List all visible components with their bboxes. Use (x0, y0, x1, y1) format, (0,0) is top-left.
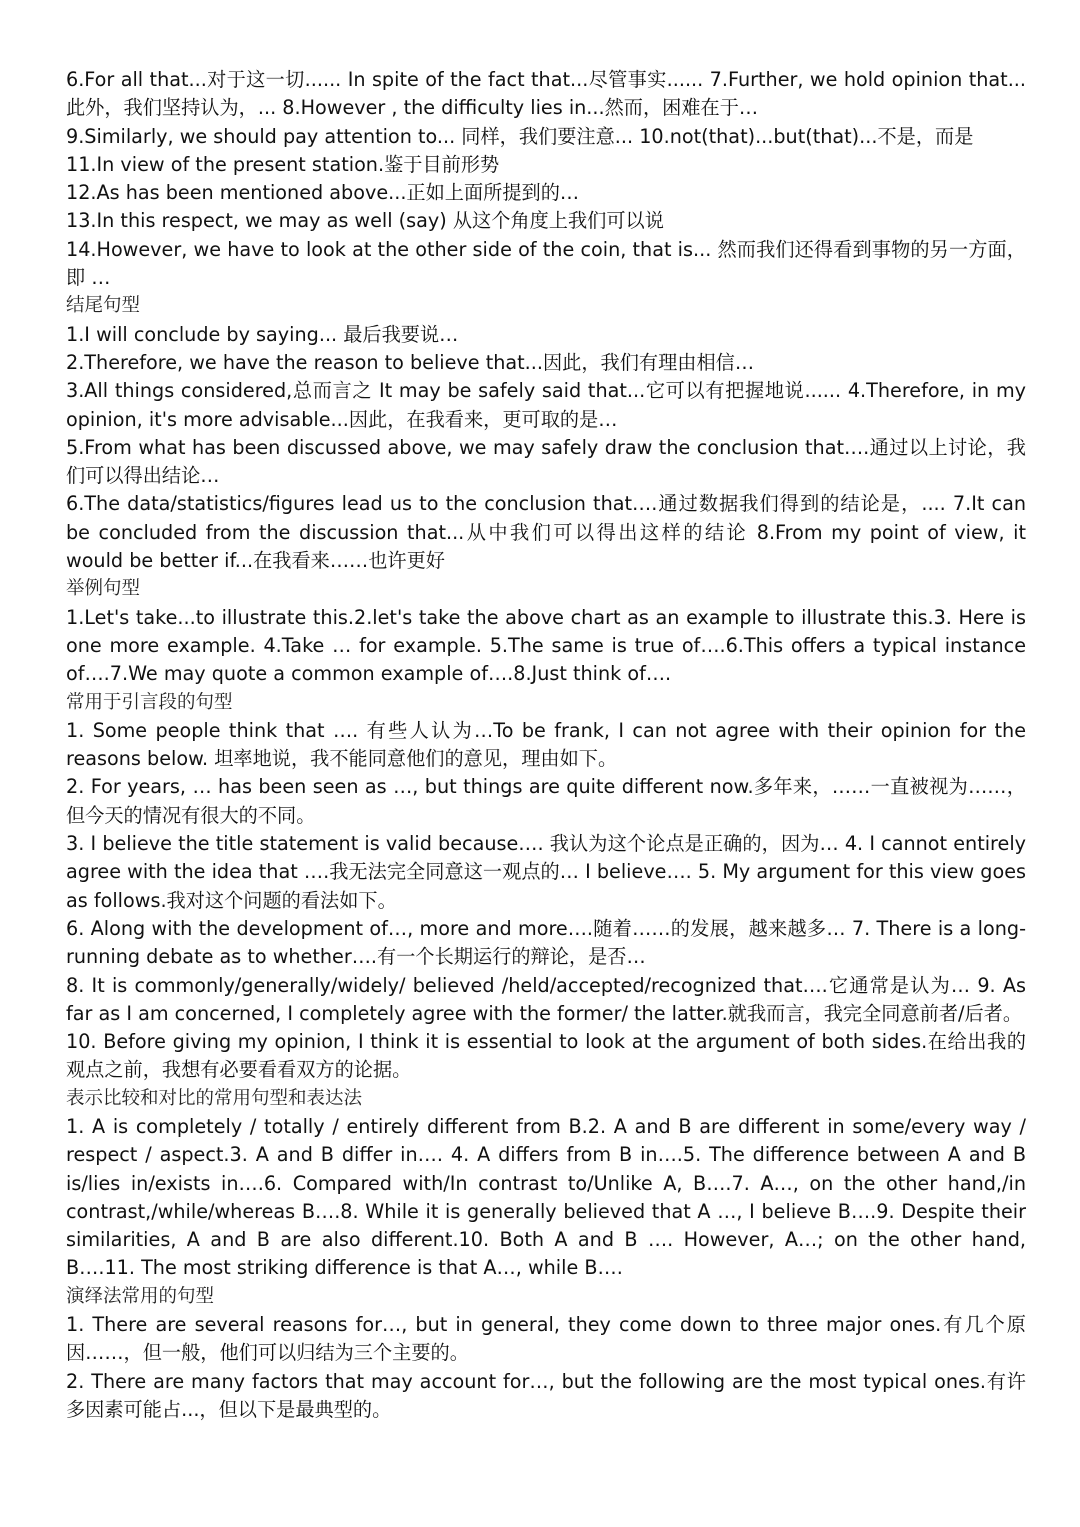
text-paragraph: 6.For all that...对于这一切...... In spite of the fact that...尽管事实...... 7.Further, we hold opinion that... 此外，我们坚持认为，... 8.However , the difficulty lies in...然而，困难在于… (66, 68, 1026, 120)
section-heading: 常用于引言段的句型 (66, 691, 233, 713)
text-paragraph: 3.All things considered,总而言之 It may be safely said that...它可以有把握地说...... 4.Therefore, in my opinion, it's more advisable...因此，在我看来，更可取的是… (66, 379, 1026, 431)
text-paragraph: 2. There are many factors that may account for…, but the following are the most typical ones.有许多因素可能占...，但以下是最典型的。 (66, 1369, 1026, 1421)
text-paragraph: 2.Therefore, we have the reason to believe that...因此，我们有理由相信… (66, 350, 755, 374)
text-paragraph: 6. Along with the development of…, more and more….随着……的发展，越来越多… 7. There is a long-running debate as to whether….有一个长期运行的辩论，是否… (66, 916, 1026, 969)
section-heading: 演绎法常用的句型 (66, 1285, 215, 1307)
section-heading: 结尾句型 (66, 295, 141, 317)
text-paragraph: 3. I believe the title statement is valid because…. 我认为这个论点是正确的，因为… 4. I cannot entirely agree with the idea that ….我无法完全同意这一观点的… I believe…. 5. My argument for this view goes as follows.我对这个问题的看法如下。 (66, 832, 1027, 912)
text-paragraph: 1. There are several reasons for…, but in general, they come down to three major ones.有几个原因……，但一般，他们可以归结为三个主要的。 (66, 1313, 1026, 1365)
text-paragraph: 6.The data/statistics/figures lead us to the conclusion that….通过数据我们得到的结论是，.... 7.It can be concluded from the discussion that...从中我们可以得出这样的结论 8.From my point of view, it would be better if...在我看来……也许更好 (66, 492, 1026, 573)
text-paragraph: 14.However, we have to look at the other side of the coin, that is... 然而我们还得看到事物的另一方面，即 … (66, 237, 1026, 290)
text-paragraph: 1.I will conclude by saying... 最后我要说… (66, 322, 459, 346)
text-paragraph: 12.As has been mentioned above...正如上面所提到的… (66, 181, 580, 205)
text-paragraph: 8. It is commonly/generally/widely/ believed /held/accepted/recognized that….它通常是认为… 9. As far as I am concerned, I completely agree with the former/ the latter.就我而言，我完全同意前者/后者。 (66, 973, 1026, 1025)
text-paragraph: 13.In this respect, we may as well (say) 从这个角度上我们可以说 (66, 209, 664, 233)
document-page (66, 66, 1026, 1424)
text-paragraph: 2. For years, … has been seen as …, but things are quite different now.多年来，……一直被视为……，但今天的情况有很大的不同。 (66, 775, 1026, 827)
text-paragraph: 10. Before giving my opinion, I think it is essential to look at the argument of both sides.在给出我的观点之前，我想有必要看看双方的论据。 (66, 1030, 1026, 1082)
text-paragraph: 11.In view of the present station.鉴于目前形势 (66, 152, 500, 176)
text-paragraph: 1. Some people think that …. 有些人认为…To be frank, I can not agree with their opinion for the reasons below. 坦率地说，我不能同意他们的意见，理由如下。 (66, 718, 1026, 771)
text-paragraph: 1. A is completely / totally / entirely different from B.2. A and B are different in some/every way / respect / aspect.3. A and B differ in…. 4. A differs from B in….5. The difference between A and B is/lies in/exists in….6. Compared with/In contrast to/Unlike A, B….7. A…, on the other hand,/in contrast,/while/whereas B….8. While it is generally believed that A …, I believe B….9. Despite their similarities, A and B are also different.10. Both A and B …. However, A…; on the other hand, B….11. The most striking difference is that A…, while B…. (66, 1114, 1026, 1280)
text-paragraph: 1.Let's take...to illustrate this.2.let's take the above chart as an example to illustrate this.3. Here is one more example. 4.Take … for example. 5.The same is true of….6.This offers a typical instance of….7.We may quote a common example of….8.Just think of…. (66, 605, 1026, 686)
section-heading: 举例句型 (66, 578, 141, 600)
text-paragraph: 9.Similarly, we should pay attention to... 同样，我们要注意... 10.not(that)...but(that)...不是，而是 (66, 124, 974, 148)
text-paragraph: 5.From what has been discussed above, we may safely draw the conclusion that….通过以上讨论，我们可以得出结论… (66, 435, 1026, 488)
section-heading: 表示比较和对比的常用句型和表达法 (66, 1087, 363, 1109)
